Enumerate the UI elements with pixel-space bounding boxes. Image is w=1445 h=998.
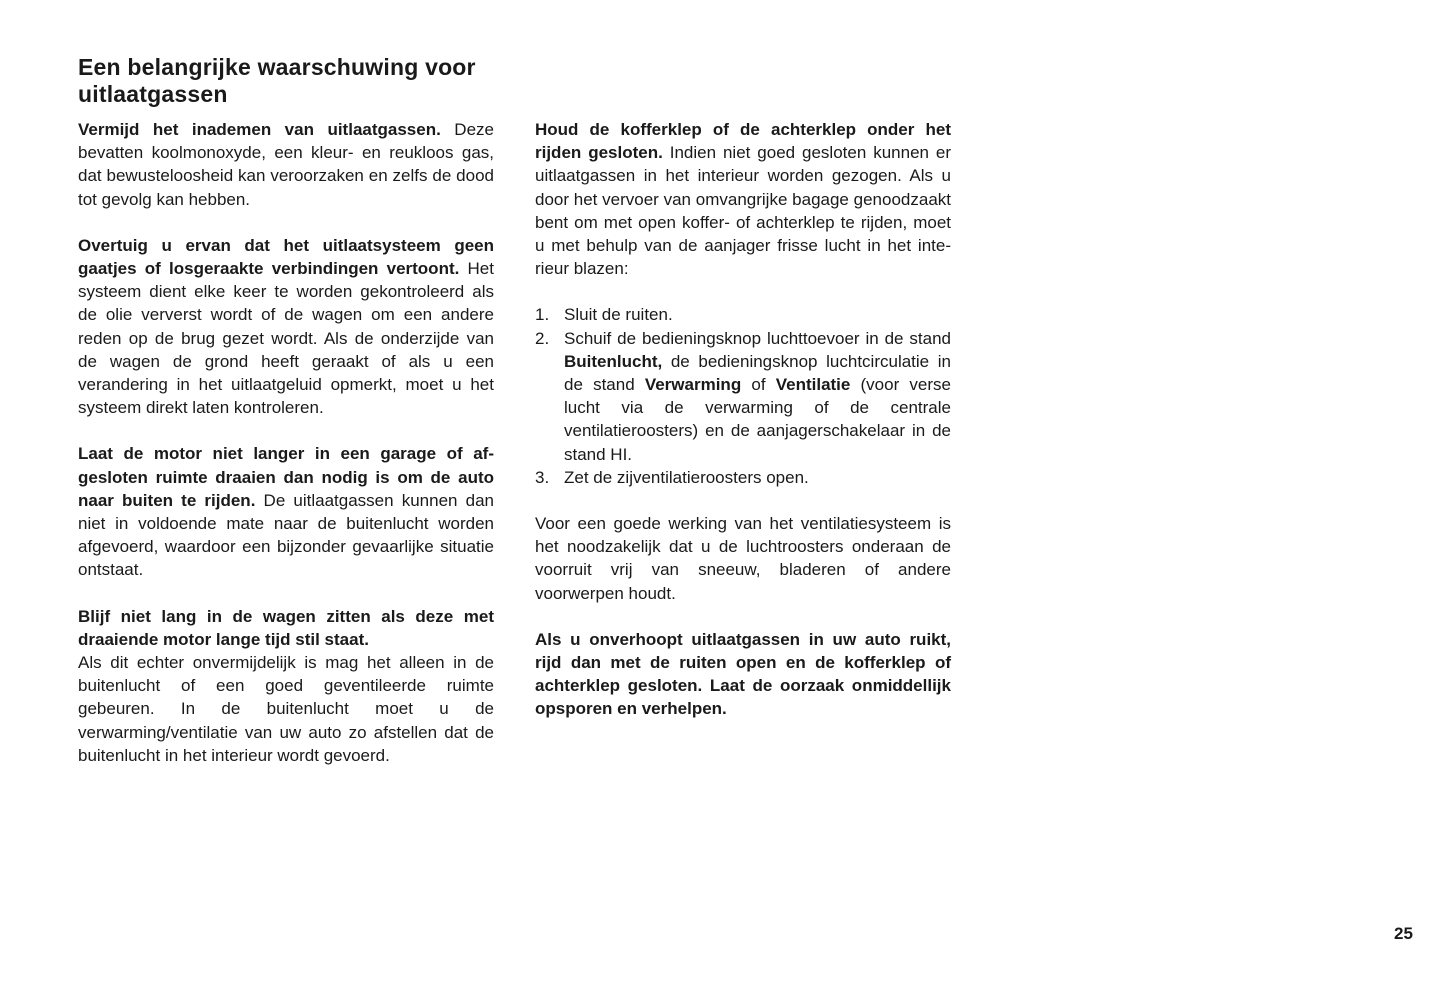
warning-smell-text: Als u onverhoopt uitlaatgassen in uw auto ruikt, rijd dan met de ruiten open en de kofferklep of achterklep gesloten. Laat de oorzaak onmiddellijk opsporen en verhelpen.	[535, 629, 951, 719]
list-item-text: of	[741, 375, 776, 395]
list-item-text: Sluit de ruiten.	[564, 305, 673, 325]
warning-tailgate-text: Indien niet goed gesloten kunnen er uitlaatgassen in het interieur worden gezogen. Als u door het vervoer van omvangrijke bagage genoodzaakt bent om met open koffer- of achterklep te rijden, moet u met behulp van de aanjager frisse lucht in het interieur blazen:	[535, 143, 951, 279]
list-item-text: de bedieningsknop luchtcirculatie in de stand	[564, 351, 951, 395]
list-item-number: 2.	[535, 328, 550, 348]
warning-garage-text: De uitlaatgassen kunnen dan niet in voldoende mate naar de buitenlucht worden afgevoerd, waardoor een bijzonder gevaarlijke situatie ontstaat.	[78, 490, 494, 580]
warning-tailgate-heading: Houd de kofferklep of de achterklep onder het rijden gesloten.	[535, 120, 951, 163]
warning-garage	[78, 442, 494, 581]
page-number: 25	[1394, 924, 1413, 943]
list-item	[535, 466, 951, 489]
warning-smell	[535, 628, 951, 721]
ventilation-note	[535, 512, 951, 605]
list-item-text: Schuif de bedieningsknop luchttoevoer in de stand	[564, 328, 951, 348]
warning-exhaust-system-heading: Overtuig u ervan dat het uitlaatsysteem geen gaatjes of losgeraakte verbindingen vertoont.	[78, 235, 494, 279]
warning-exhaust-system	[78, 234, 494, 420]
list-item	[535, 327, 951, 466]
list-item-number: 3.	[535, 467, 550, 487]
warning-idle-heading: Blijf niet lang in de wagen zitten als deze met draaiende motor lange tijd stil staat.	[78, 606, 494, 649]
warning-inhalation	[78, 118, 494, 211]
warning-tailgate	[535, 118, 951, 280]
setting-verwarming: Verwarming	[644, 375, 742, 395]
warning-inhalation-heading: Vermijd het inademen van uitlaatgassen.	[78, 120, 441, 139]
ventilation-note-text: Voor een goede werking van het ventilatiesysteem is het noodzakelijk dat u de luchtroosters onderaan de voorruit vrij van sneeuw, bladeren of andere voorwerpen houdt.	[535, 514, 951, 603]
warning-inhalation-text: Deze bevatten koolmonoxyde, een kleur- en reukloos gas, dat bewusteloosheid kan veroorzaken en zelfs de dood tot gevolg kan hebben.	[78, 120, 494, 209]
right-column	[535, 118, 951, 744]
warning-garage-heading: Laat de motor niet langer in een garage of afgesloten ruimte draaien dan nodig is om de auto naar buiten te rijden.	[78, 444, 494, 510]
list-item-number: 1.	[535, 305, 550, 325]
setting-buitenlucht: Buitenlucht,	[564, 351, 663, 371]
left-column	[78, 118, 494, 790]
page-title: Een belangrijke waarschuwing voor uitlaatgassen	[78, 54, 476, 107]
list-item-text: (voor verse lucht via de verwarming of de centrale ventilatieroosters) en de aanjagerschakelaar in de stand HI.	[564, 375, 951, 464]
warning-idle-text: Als dit echter onvermijdelijk is mag het alleen in de buitenlucht of een goed geventileerde ruimte gebeuren. In de buitenlucht moet u de verwarming/ventilatie van uw auto zo afstellen dat de buitenlucht in het interieur wordt gevoerd.	[78, 653, 494, 765]
setting-ventilatie: Ventilatie	[775, 375, 851, 395]
list-item	[535, 303, 951, 326]
warning-idle	[78, 605, 494, 767]
list-item-text: Zet de zijventilatieroosters open.	[564, 467, 809, 487]
ventilation-steps	[535, 303, 951, 489]
warning-exhaust-system-text: Het systeem dient elke keer te worden gekontroleerd als de olie ververst wordt of de wagen om een andere reden op de brug gezet wordt. Als de onderzijde van de wagen de grond heeft geraakt of als u een verandering in het uitlaatgeluid opmerkt, moet u het systeem direkt laten kontroleren.	[78, 259, 494, 418]
